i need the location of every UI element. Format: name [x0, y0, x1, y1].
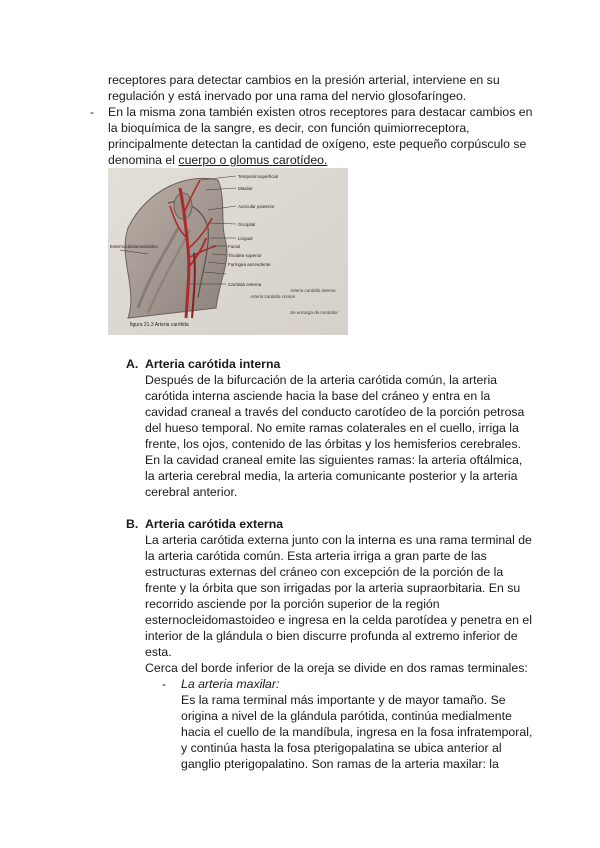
sub-bullet-line: y continúa hasta la fosa pterigopalatina se ubica anterior al: [181, 741, 502, 755]
anatomy-figure: [108, 168, 348, 335]
label-temporal-superficial: Temporal superficial: [238, 174, 279, 179]
section-a-line: carótida interna asciende hacia la base del cráneo y entra en la: [145, 389, 491, 403]
label-auricular-posterior: Auricular posterior: [238, 204, 275, 209]
label-maxilar: Maxilar: [238, 186, 253, 191]
section-b-line: Cerca del borde inferior de la oreja se divide en dos ramas terminales:: [145, 661, 528, 675]
glomus-carotideo-term: cuerpo o glomus carotídeo.: [178, 153, 328, 167]
section-b-line: estructuras externas del cráneo con excepción de la porción de la: [145, 565, 504, 579]
label-facial: Facial: [228, 244, 241, 249]
section-a-line: cerebral anterior.: [145, 485, 238, 499]
section-b-line: recorrido asciende por la porción superior de la región: [145, 597, 440, 611]
sub-bullet-dash: -: [162, 677, 167, 691]
section-a-marker: A.: [126, 357, 139, 371]
section-b-line: La arteria carótida externa junto con la interna es una rama terminal de: [145, 533, 532, 547]
section-a-line: cavidad craneal a través del conducto carotídeo de la porción petrosa: [145, 405, 525, 419]
intro-line-1: receptores para detectar cambios en la presión arterial, interviene en su: [108, 73, 500, 87]
section-a-line: la arteria cerebral media, la arteria comunicante posterior y la arteria: [145, 469, 518, 483]
section-a-line: frente, los ojos, contenido de las órbitas y los hemisferios cerebrales.: [145, 437, 521, 451]
label-faringea-ascendente: Faríngea ascendente: [228, 262, 271, 267]
bullet-line-4: [108, 152, 327, 168]
bullet-line-2: la bioquímica de la sangre, es decir, con función quimiorreceptora,: [108, 121, 470, 135]
bullet-line-4-prefix: denomina el: [108, 153, 179, 167]
section-a-title: Arteria carótida interna: [145, 357, 281, 371]
section-a-line: En la cavidad craneal emite las siguientes ramas: la arteria oftálmica,: [145, 453, 523, 467]
section-b-line: interior de la glándula o bien discurre profunda al extremo inferior de: [145, 629, 518, 643]
section-b-title: Arteria carótida externa: [145, 517, 284, 531]
handwritten-note-2: Arteria carótida interna: [290, 288, 336, 293]
label-tiroidea-superior: Tiroidea superior: [228, 253, 262, 258]
sub-bullet-line: Es la rama terminal más importante y de mayor tamaño. Se: [181, 693, 506, 707]
intro-line-2: regulación y está inervado por una rama del nervio glosofaríngeo.: [108, 89, 467, 103]
section-b-line: esta.: [145, 645, 172, 659]
section-b-line: frente y la órbita que son irrigadas por la arteria supraorbitaria. En su: [145, 581, 521, 595]
label-esternocleidomastoideo: Esternocleidomastoideo: [110, 244, 159, 249]
sub-bullet-line: hacia el cuello de la mandíbula, ingresa en la fosa infratemporal,: [181, 725, 533, 739]
section-b-line: esternocleidomastoideo e ingresa en la celda parotídea y penetra en el: [145, 613, 532, 627]
bullet-line-3: principalmente detectan la cantidad de oxígeno, este pequeño corpúsculo se: [108, 137, 527, 151]
section-a-line: del hueso temporal. No emite ramas colaterales en el cuello, irriga la: [145, 421, 519, 435]
bullet-line-1: En la misma zona también existen otros receptores para destacar cambios en: [108, 105, 533, 119]
figure-caption: figura 21.3 Arteria carótida: [130, 322, 189, 328]
label-lingual: Lingual: [238, 236, 253, 241]
section-b-line: la arteria carótida común. Esta arteria irriga a gran parte de las: [145, 549, 487, 563]
sub-bullet-line: origina a nivel de la glándula parótida, continúa medialmente: [181, 709, 512, 723]
carotid-artery-illustration: [108, 168, 348, 335]
bullet-dash: -: [90, 105, 95, 119]
sub-bullet-title: La arteria maxilar:: [181, 677, 280, 691]
section-b-marker: B.: [126, 517, 139, 531]
section-a-line: Después de la bifurcación de la arteria carótida común, la arteria: [145, 373, 498, 387]
sub-bullet-line: ganglio pterigopalatino. Son ramas de la arteria maxilar: la: [181, 757, 499, 771]
label-carotida-externa: Carótida externa: [228, 282, 262, 287]
handwritten-note-3: Se encarga de controlar: [290, 310, 339, 315]
handwritten-note-1: Arteria carótida común: [250, 294, 296, 299]
label-occipital: Occipital: [238, 222, 256, 227]
